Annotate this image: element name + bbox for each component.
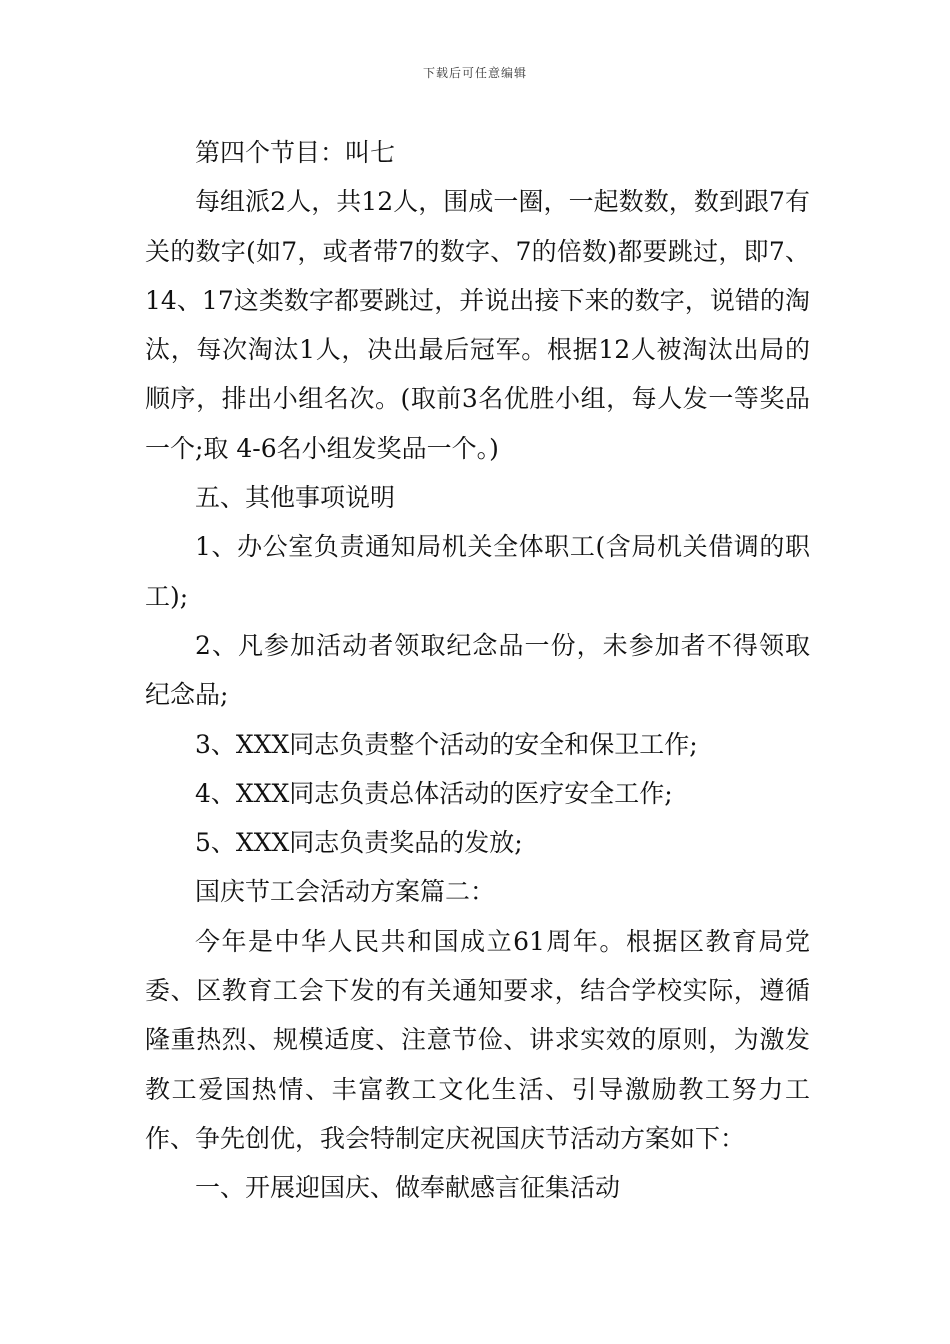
list-item-1: 1、办公室负责通知局机关全体职工(含局机关借调的职工); <box>145 532 810 611</box>
list-item-5: 5、XXX同志负责奖品的发放; <box>195 828 523 858</box>
page-header: 下载后可任意编辑 <box>422 66 527 80</box>
list-item-2: 2、凡参加活动者领取纪念品一份，未参加者不得领取纪念品; <box>145 630 810 710</box>
document-body <box>145 128 810 1213</box>
paragraph-intro: 今年是中华人民共和国成立61周年。根据区教育局党委、区教育工会下发的有关通知要求，结合学校实际，遵循隆重热烈、规模适度、注意节俭、讲求实效的原则，为激发教工爱国热情、丰富教工文化生活、引导激励教工努力工作、争先创优，我会特制定庆祝国庆节活动方案如下： <box>145 926 810 1153</box>
section-heading-other-matters: 五、其他事项说明 <box>195 483 396 513</box>
section-title-plan-two: 国庆节工会活动方案篇二： <box>195 877 496 907</box>
section-heading-activity-one: 一、开展迎国庆、做奉献感言征集活动 <box>195 1173 621 1203</box>
section-title-program-four: 第四个节目：叫七 <box>195 138 396 167</box>
list-item-4: 4、XXX同志负责总体活动的医疗安全工作; <box>195 778 673 808</box>
paragraph-game-rules: 每组派2人，共12人，围成一圈，一起数数，数到跟7有关的数字(如7，或者带7的数字、7的倍数)都要跳过，即7、14、17这类数字都要跳过，并说出接下来的数字，说错的淘汰，每次淘汰1人，决出最后冠军。根据12人被淘汰出局的顺序，排出小组名次。(取前3名优胜小组，每人发一等奖品一个;取 4-6名小组发奖品一个。) <box>145 187 810 463</box>
list-item-3: 3、XXX同志负责整个活动的安全和保卫工作; <box>195 729 698 759</box>
